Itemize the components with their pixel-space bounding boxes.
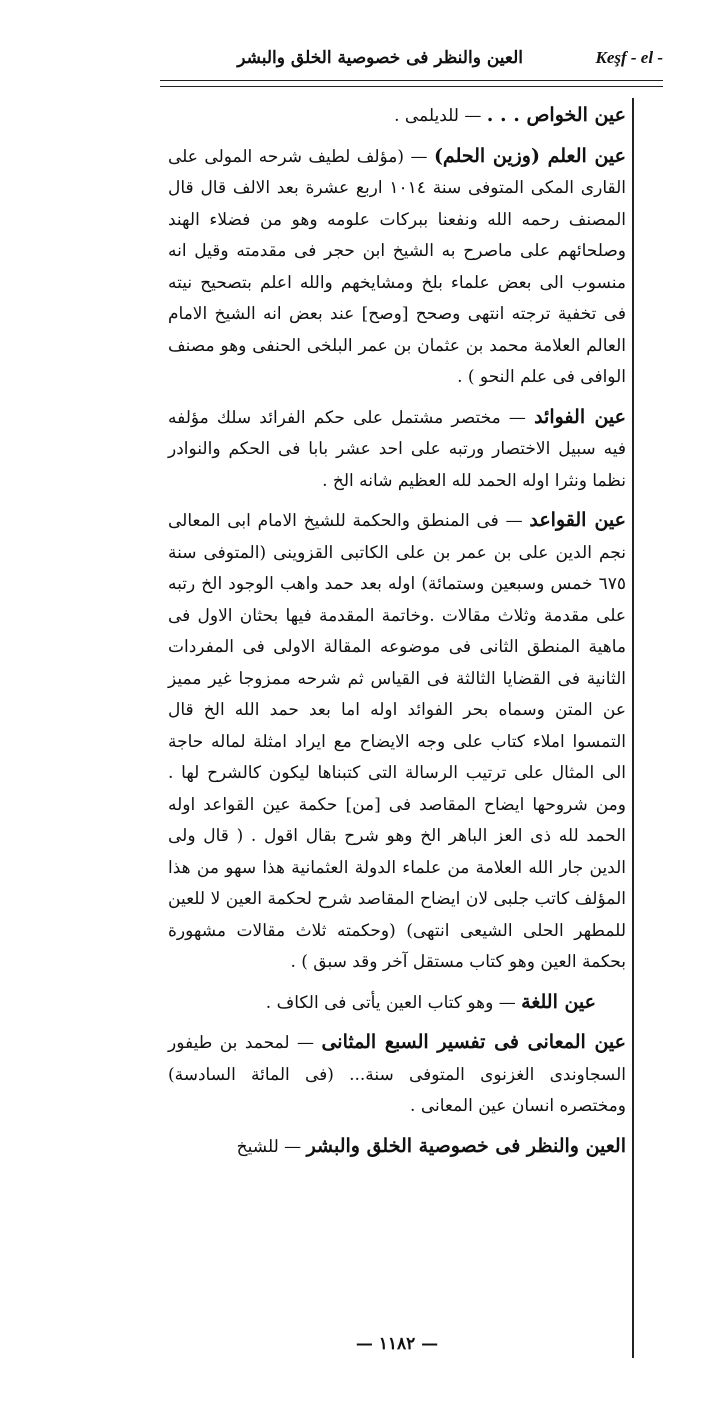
entry-text: — للشيخ — [236, 1136, 307, 1157]
entry-heading: عين العلم (وزين الحلم) — [433, 144, 626, 167]
margin-rule — [632, 98, 634, 1358]
running-header — [160, 44, 663, 74]
entry — [168, 100, 626, 133]
entry-heading: العين والنظر فى خصوصية الخلق والبشر — [306, 1134, 626, 1157]
page-number: — ١١٨٢ — — [355, 1334, 439, 1354]
entry — [168, 402, 626, 498]
entry-text: — فى المنطق والحكمة للشيخ الامام ابى المعالى نجم الدين على بن عمر بن على الكاتبى القزوينى (المتوفى سنة ٦٧٥ خمس وسبعين وستمائة) اوله بعد حمد واهب الوجود الخ رتبه على مقدمة وثلاث مقالات .وخاتمة المقدمة فيها بحثان الاول فى ماهية المنطق الثانى فى موضوعه المقالة الاولى فى المفردات الثانية فى القضايا الثالثة فى القياس ثم شرحه ممزوجا غير مميز عن المتن وسماه بحر الفوائد اوله اما بعد حمد الله الخ قال التمسوا املاء كتاب على وجه الايضاح مع ايراد امثلة لماله حاجة الى المثال على ترتيب الرسالة التى كتبناها ليكون كالشرح لها . ومن شروحها ايضاح المقاصد فى [من] حكمة عين القواعد اوله الحمد لله ذى العز الباهر الخ وهو شرح بقال اقول . ( قال ولى الدين جار الله العلامة من علماء الدولة العثمانية هذا سهو من هذا المؤلف كاتب جلبى لان ايضاح المقاصد شرح لحكمة العين لا للعين للمطهر الحلى الشيعى انتهى) (وحكمته ثلاث مقالات مشهورة بحكمة العين وهو كتاب مستقل آخر وقد سبق ) . — [168, 511, 626, 972]
entry — [168, 141, 626, 394]
running-title: العين والنظر فى خصوصية الخلق والبشر — [237, 48, 523, 68]
entry — [168, 505, 626, 979]
main-text — [168, 100, 626, 1171]
header-rule-top — [160, 80, 663, 81]
entry-text: — (مؤلف لطيف شرحه المولى على القارى المكى المتوفى سنة ١٠١٤ اربع عشرة بعد الالف قال قال المصنف رحمه الله ونفعنا ببركات علومه وهو من فضلاء الهند وصلحائهم على ماصرح به الشيخ ابن حجر فى مقدمته وقيل انه منسوب الى بعض علماء بلخ ومشايخهم والله اعلم بتصحيح نيته فى تخفية ترجته انتهى وصحح [وصح] عند بعض انه الشيخ الامام العالم العلامة محمد بن عثمان بن عمر البلخى الحنفى وهو مصنف الوافى فى علم النحو ) . — [168, 146, 626, 387]
entry-text: — لمحمد بن طيفور السجاوندى الغزنوى المتوفى سنة... (فى المائة السادسة) ومختصره انسان عين المعانى . — [168, 1033, 626, 1116]
entry-heading: عين اللغة — [521, 990, 596, 1013]
entry-text: — مختصر مشتمل على حكم الفرائد سلك مؤلفه فيه سبيل الاختصار ورتبه على احد عشر بابا فى الحكم والنوادر نظما ونثرا اوله الحمد لله العظيم شانه الخ . — [168, 407, 626, 491]
entry — [168, 1131, 626, 1164]
entry-heading: عين القواعد — [529, 509, 626, 531]
entry-text: — وهو كتاب العين يأتى فى الكاف . — [265, 992, 522, 1013]
entry — [168, 987, 626, 1020]
header-rule-bottom — [160, 86, 663, 87]
catalog-name: Keşf - el - — [595, 48, 663, 67]
entry-heading: عين الخواص . . . — [486, 104, 626, 126]
entry-heading: عين المعانى فى تفسير السبع المثانى — [321, 1031, 626, 1053]
entry-text: — للديلمى . — [394, 106, 487, 126]
entry — [168, 1027, 626, 1123]
entry-heading: عين الفوائد — [534, 405, 626, 428]
